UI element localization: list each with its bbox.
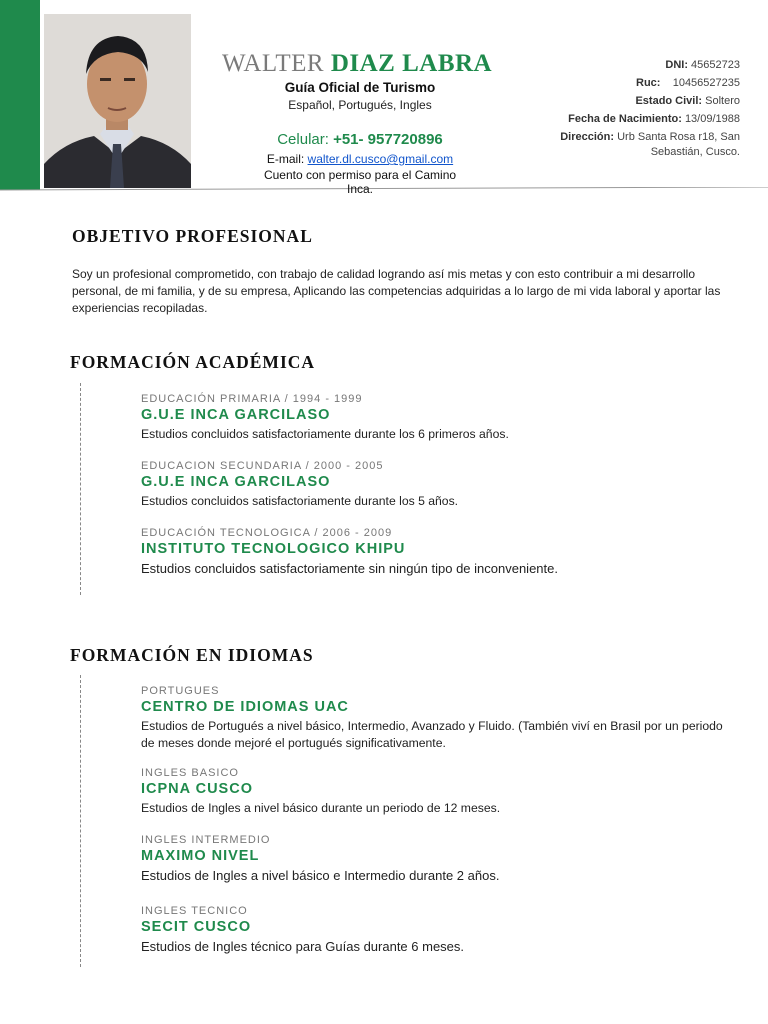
objective-title: OBJETIVO PROFESIONAL xyxy=(72,226,313,246)
entry-institution: SECIT CUSCO xyxy=(141,919,252,935)
languages-summary: Español, Portugués, Ingles xyxy=(288,98,432,112)
language-entry xyxy=(141,685,731,752)
academic-entry xyxy=(141,393,731,443)
academic-entry xyxy=(141,527,731,577)
phone-label: Celular: xyxy=(277,131,334,148)
academic-title: FORMACIÓN ACADÉMICA xyxy=(70,352,316,372)
ruc-row xyxy=(560,74,740,92)
language-entry xyxy=(141,905,731,955)
address-value-1: Urb Santa Rosa r18, San xyxy=(617,131,740,143)
address-label: Dirección: xyxy=(560,131,615,143)
entry-institution: CENTRO DE IDIOMAS UAC xyxy=(141,699,349,715)
entry-description: Estudios de Portugués a nivel básico, Intermedio, Avanzado y Fluido. (También viví en Brasil por un periodo de meses donde mejoré el portugués significativamente. xyxy=(141,719,723,750)
candidate-name xyxy=(222,50,492,78)
entry-institution: MAXIMO NIVEL xyxy=(141,848,260,864)
professional-title: Guía Oficial de Turismo xyxy=(284,80,436,95)
entry-date: INGLES INTERMEDIO xyxy=(141,834,271,846)
dni-label: DNI: xyxy=(665,59,688,71)
entry-date: EDUCACIÓN PRIMARIA / 1994 - 1999 xyxy=(141,393,363,405)
last-name: DIAZ LABRA xyxy=(330,50,493,77)
phone-number: +51- 957720896 xyxy=(333,131,443,148)
entry-date: INGLES BASICO xyxy=(141,767,239,779)
entry-institution: G.U.E INCA GARCILASO xyxy=(141,474,331,490)
birth-label: Fecha de Nacimiento: xyxy=(568,113,682,125)
first-name: WALTER xyxy=(222,50,325,77)
address-row xyxy=(560,128,740,146)
language-entry xyxy=(141,767,731,817)
entry-date: INGLES TECNICO xyxy=(141,905,248,917)
civil-label: Estado Civil: xyxy=(635,95,703,107)
civil-row xyxy=(560,92,740,110)
entry-date: PORTUGUES xyxy=(141,685,220,697)
objective-text: Soy un profesional comprometido, con trabajo de calidad logrando así mis metas y con esto contribuir a mi desarrollo personal, de mi familia, y de su empresa, Aplicando las competencias adquiridas a lo largo de mi vida laboral y aportar las experiencias recopiladas. xyxy=(72,267,721,315)
profile-photo-illustration xyxy=(44,14,191,188)
email-link[interactable]: walter.dl.cusco@gmail.com xyxy=(307,152,454,166)
address-value-2: Sebastián, Cusco. xyxy=(650,146,740,158)
dni-row xyxy=(560,56,740,74)
entry-institution: ICPNA CUSCO xyxy=(141,781,253,797)
civil-value: Soltero xyxy=(705,95,740,107)
dni-value: 45652723 xyxy=(691,59,740,71)
entry-description: Estudios de Ingles a nivel básico e Intermedio durante 2 años. xyxy=(141,868,500,883)
phone-line xyxy=(260,131,460,148)
entry-institution: INSTITUTO TECNOLOGICO KHIPU xyxy=(141,541,406,557)
entry-description: Estudios de Ingles a nivel básico durante un periodo de 12 meses. xyxy=(141,801,501,815)
personal-info xyxy=(560,56,740,158)
entry-description: Estudios concluidos satisfactoriamente durante los 6 primeros años. xyxy=(141,427,509,441)
profile-photo xyxy=(44,14,191,188)
entry-description: Estudios de Ingles técnico para Guías durante 6 meses. xyxy=(141,939,465,954)
entry-date: EDUCACION SECUNDARIA / 2000 - 2005 xyxy=(141,460,384,472)
ruc-label: Ruc: xyxy=(636,77,661,89)
academic-timeline xyxy=(80,383,81,595)
entry-description: Estudios concluidos satisfactoriamente durante los 5 años. xyxy=(141,494,459,508)
languages-title: FORMACIÓN EN IDIOMAS xyxy=(70,645,314,665)
header-accent-bar xyxy=(0,0,40,190)
entry-date: EDUCACIÓN TECNOLOGICA / 2006 - 2009 xyxy=(141,527,393,539)
email-label: E-mail: xyxy=(266,152,308,166)
languages-timeline xyxy=(80,675,81,967)
email-line xyxy=(260,152,460,166)
language-entry xyxy=(141,834,731,884)
academic-entry xyxy=(141,460,731,510)
entry-description: Estudios concluidos satisfactoriamente sin ningún tipo de inconveniente. xyxy=(141,561,558,576)
inca-trail-permit: Cuento con permiso para el Camino Inca. xyxy=(263,168,457,196)
birth-value: 13/09/1988 xyxy=(684,113,740,125)
birth-row xyxy=(560,110,740,128)
ruc-value: 10456527235 xyxy=(672,77,740,89)
address-row-2 xyxy=(560,146,740,158)
entry-institution: G.U.E INCA GARCILASO xyxy=(141,407,331,423)
